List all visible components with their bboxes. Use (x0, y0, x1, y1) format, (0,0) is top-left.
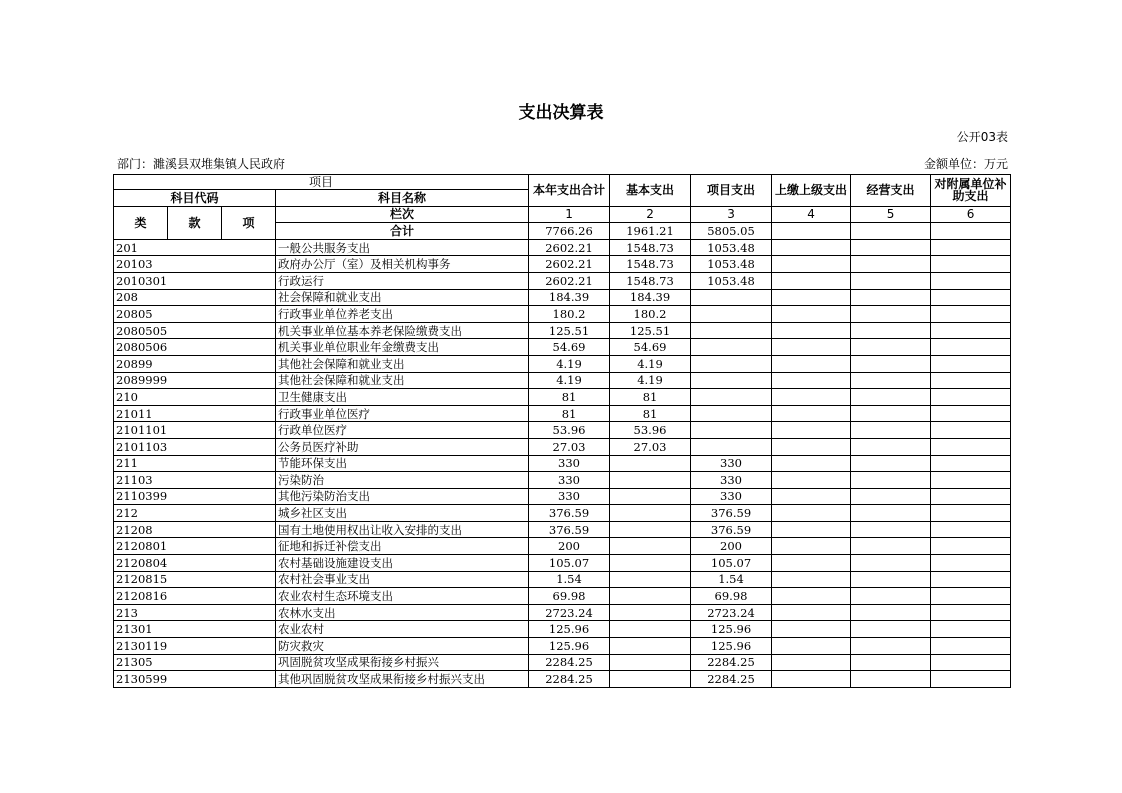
c3-cell: 69.98 (691, 588, 772, 605)
c2-cell (610, 472, 691, 489)
subject-code-cell: 20103 (114, 256, 276, 273)
c1-cell: 125.51 (529, 322, 610, 339)
c6-cell (931, 488, 1011, 505)
subject-code-cell: 2101103 (114, 438, 276, 455)
subject-code-cell: 21208 (114, 521, 276, 538)
c5-cell (851, 372, 931, 389)
c5-cell (851, 322, 931, 339)
subject-code-cell: 21305 (114, 654, 276, 671)
c5-cell (851, 272, 931, 289)
c5-cell (851, 438, 931, 455)
total-label: 合计 (276, 223, 529, 240)
table-row (114, 555, 1011, 572)
header-c6: 对附属单位补助支出 (931, 175, 1011, 207)
c3-cell: 330 (691, 488, 772, 505)
subject-code-cell: 2110399 (114, 488, 276, 505)
subject-name-cell: 一般公共服务支出 (276, 239, 529, 256)
c3-cell: 2284.25 (691, 671, 772, 688)
table-row (114, 638, 1011, 655)
c1-cell: 184.39 (529, 289, 610, 306)
c4-cell (772, 438, 851, 455)
c4-cell (772, 588, 851, 605)
c6-cell (931, 438, 1011, 455)
subject-name-cell: 城乡社区支出 (276, 505, 529, 522)
c1-cell: 2284.25 (529, 671, 610, 688)
c5-cell (851, 239, 931, 256)
subject-name-cell: 政府办公厅（室）及相关机构事务 (276, 256, 529, 273)
subject-name-cell: 巩固脱贫攻坚成果衔接乡村振兴 (276, 654, 529, 671)
table-row (114, 571, 1011, 588)
subject-code-cell: 2101101 (114, 422, 276, 439)
c6-cell (931, 322, 1011, 339)
header-c2: 基本支出 (610, 175, 691, 207)
c2-cell: 180.2 (610, 306, 691, 323)
c1-cell: 4.19 (529, 355, 610, 372)
c1-cell: 2602.21 (529, 239, 610, 256)
subject-code-cell: 208 (114, 289, 276, 306)
c6-cell (931, 289, 1011, 306)
subject-code-cell: 211 (114, 455, 276, 472)
c1-cell: 1.54 (529, 571, 610, 588)
c5-cell (851, 538, 931, 555)
subject-code-cell: 2130599 (114, 671, 276, 688)
c6-cell (931, 671, 1011, 688)
c6-cell (931, 405, 1011, 422)
c3-cell: 1.54 (691, 571, 772, 588)
c4-cell (772, 339, 851, 356)
total-c5 (851, 223, 931, 240)
c4-cell (772, 538, 851, 555)
subject-code-cell: 2130119 (114, 638, 276, 655)
c2-cell: 53.96 (610, 422, 691, 439)
subject-code-cell: 21103 (114, 472, 276, 489)
page-title: 支出决算表 (518, 103, 604, 123)
c1-cell: 4.19 (529, 372, 610, 389)
header-subject-code: 科目代码 (114, 190, 276, 207)
subject-name-cell: 行政事业单位养老支出 (276, 306, 529, 323)
c2-cell: 81 (610, 389, 691, 406)
table-row (114, 455, 1011, 472)
table-row (114, 604, 1011, 621)
c4-cell (772, 372, 851, 389)
table-row (114, 355, 1011, 372)
c3-cell: 125.96 (691, 638, 772, 655)
col-number-4: 4 (772, 206, 851, 223)
c6-cell (931, 472, 1011, 489)
c1-cell: 2602.21 (529, 256, 610, 273)
c2-cell (610, 538, 691, 555)
c3-cell: 1053.48 (691, 239, 772, 256)
c3-cell (691, 422, 772, 439)
subject-name-cell: 农村社会事业支出 (276, 571, 529, 588)
c5-cell (851, 505, 931, 522)
header-kuan: 款 (168, 206, 222, 239)
c5-cell (851, 488, 931, 505)
c1-cell: 2602.21 (529, 272, 610, 289)
c6-cell (931, 389, 1011, 406)
c1-cell: 330 (529, 488, 610, 505)
c1-cell: 200 (529, 538, 610, 555)
c5-cell (851, 604, 931, 621)
c2-cell (610, 638, 691, 655)
subject-name-cell: 农村基础设施建设支出 (276, 555, 529, 572)
c4-cell (772, 654, 851, 671)
subject-code-cell: 2010301 (114, 272, 276, 289)
table-row (114, 322, 1011, 339)
c2-cell: 54.69 (610, 339, 691, 356)
c1-cell: 69.98 (529, 588, 610, 605)
c2-cell (610, 588, 691, 605)
c1-cell: 27.03 (529, 438, 610, 455)
c5-cell (851, 588, 931, 605)
c6-cell (931, 638, 1011, 655)
c5-cell (851, 621, 931, 638)
c6-cell (931, 571, 1011, 588)
c6-cell (931, 588, 1011, 605)
c1-cell: 81 (529, 405, 610, 422)
subject-code-cell: 20899 (114, 355, 276, 372)
table-row (114, 256, 1011, 273)
form-code: 公开03表 (956, 130, 1008, 144)
c6-cell (931, 538, 1011, 555)
c3-cell: 105.07 (691, 555, 772, 572)
c2-cell (610, 621, 691, 638)
c1-cell: 2723.24 (529, 604, 610, 621)
c3-cell: 1053.48 (691, 256, 772, 273)
c6-cell (931, 339, 1011, 356)
header-item: 项目 (114, 175, 529, 190)
header-c3: 项目支出 (691, 175, 772, 207)
c2-cell (610, 488, 691, 505)
subject-code-cell: 21301 (114, 621, 276, 638)
c2-cell (610, 604, 691, 621)
table-row (114, 472, 1011, 489)
c3-cell: 2284.25 (691, 654, 772, 671)
c5-cell (851, 455, 931, 472)
c1-cell: 330 (529, 455, 610, 472)
c4-cell (772, 405, 851, 422)
c4-cell (772, 472, 851, 489)
subject-name-cell: 其他巩固脱贫攻坚成果衔接乡村振兴支出 (276, 671, 529, 688)
c1-cell: 125.96 (529, 621, 610, 638)
c4-cell (772, 488, 851, 505)
c2-cell: 1548.73 (610, 272, 691, 289)
c2-cell (610, 571, 691, 588)
c4-cell (772, 256, 851, 273)
c1-cell: 330 (529, 472, 610, 489)
c4-cell (772, 571, 851, 588)
c5-cell (851, 571, 931, 588)
department-label: 部门：濉溪县双堆集镇人民政府 (117, 157, 286, 171)
c6-cell (931, 256, 1011, 273)
header-c5: 经营支出 (851, 175, 931, 207)
c6-cell (931, 604, 1011, 621)
c4-cell (772, 389, 851, 406)
table-row (114, 306, 1011, 323)
c5-cell (851, 405, 931, 422)
c5-cell (851, 472, 931, 489)
c6-cell (931, 422, 1011, 439)
c3-cell: 376.59 (691, 505, 772, 522)
c2-cell (610, 505, 691, 522)
table-row (114, 272, 1011, 289)
c4-cell (772, 604, 851, 621)
c6-cell (931, 654, 1011, 671)
c3-cell: 2723.24 (691, 604, 772, 621)
table-row (114, 372, 1011, 389)
c5-cell (851, 256, 931, 273)
subject-name-cell: 其他污染防治支出 (276, 488, 529, 505)
c6-cell (931, 621, 1011, 638)
c3-cell (691, 405, 772, 422)
c4-cell (772, 272, 851, 289)
col-number-5: 5 (851, 206, 931, 223)
subject-code-cell: 2120816 (114, 588, 276, 605)
c3-cell (691, 339, 772, 356)
c1-cell: 376.59 (529, 505, 610, 522)
c1-cell: 54.69 (529, 339, 610, 356)
c2-cell: 27.03 (610, 438, 691, 455)
subject-name-cell: 污染防治 (276, 472, 529, 489)
col-number-2: 2 (610, 206, 691, 223)
c5-cell (851, 289, 931, 306)
subject-name-cell: 行政单位医疗 (276, 422, 529, 439)
c3-cell: 1053.48 (691, 272, 772, 289)
c5-cell (851, 306, 931, 323)
c3-cell (691, 289, 772, 306)
c6-cell (931, 239, 1011, 256)
c3-cell (691, 306, 772, 323)
c3-cell: 200 (691, 538, 772, 555)
subject-code-cell: 2080506 (114, 339, 276, 356)
header-subject-name: 科目名称 (276, 190, 529, 207)
c5-cell (851, 355, 931, 372)
expenditure-table (113, 174, 1011, 688)
table-row (114, 289, 1011, 306)
c1-cell: 376.59 (529, 521, 610, 538)
c1-cell: 81 (529, 389, 610, 406)
subject-code-cell: 2120815 (114, 571, 276, 588)
subject-name-cell: 社会保障和就业支出 (276, 289, 529, 306)
c3-cell (691, 438, 772, 455)
table-row (114, 654, 1011, 671)
table-row (114, 438, 1011, 455)
subject-code-cell: 2080505 (114, 322, 276, 339)
header-c4: 上缴上级支出 (772, 175, 851, 207)
c2-cell: 81 (610, 405, 691, 422)
subject-name-cell: 机关事业单位职业年金缴费支出 (276, 339, 529, 356)
subject-name-cell: 机关事业单位基本养老保险缴费支出 (276, 322, 529, 339)
c6-cell (931, 455, 1011, 472)
c4-cell (772, 239, 851, 256)
c6-cell (931, 306, 1011, 323)
header-c1: 本年支出合计 (529, 175, 610, 207)
c3-cell (691, 355, 772, 372)
c2-cell: 1548.73 (610, 256, 691, 273)
c3-cell: 125.96 (691, 621, 772, 638)
table-row (114, 671, 1011, 688)
c3-cell: 330 (691, 472, 772, 489)
header-xiang: 项 (222, 206, 276, 239)
c6-cell (931, 555, 1011, 572)
col-number-6: 6 (931, 206, 1011, 223)
c5-cell (851, 654, 931, 671)
c5-cell (851, 671, 931, 688)
c1-cell: 125.96 (529, 638, 610, 655)
c4-cell (772, 355, 851, 372)
c4-cell (772, 671, 851, 688)
header-lei: 类 (114, 206, 168, 239)
c4-cell (772, 555, 851, 572)
col-number-3: 3 (691, 206, 772, 223)
c2-cell (610, 654, 691, 671)
c2-cell: 125.51 (610, 322, 691, 339)
c3-cell (691, 372, 772, 389)
c3-cell (691, 322, 772, 339)
c4-cell (772, 621, 851, 638)
header-col-label: 栏次 (276, 206, 529, 223)
total-c6 (931, 223, 1011, 240)
c3-cell (691, 389, 772, 406)
c4-cell (772, 322, 851, 339)
c5-cell (851, 555, 931, 572)
c6-cell (931, 272, 1011, 289)
subject-name-cell: 其他社会保障和就业支出 (276, 355, 529, 372)
c2-cell: 4.19 (610, 372, 691, 389)
subject-name-cell: 行政事业单位医疗 (276, 405, 529, 422)
c2-cell: 4.19 (610, 355, 691, 372)
c2-cell (610, 455, 691, 472)
c4-cell (772, 306, 851, 323)
subject-name-cell: 防灾救灾 (276, 638, 529, 655)
subject-name-cell: 农业农村生态环境支出 (276, 588, 529, 605)
c3-cell: 376.59 (691, 521, 772, 538)
c5-cell (851, 638, 931, 655)
table-row (114, 621, 1011, 638)
c5-cell (851, 521, 931, 538)
subject-code-cell: 21011 (114, 405, 276, 422)
c1-cell: 53.96 (529, 422, 610, 439)
col-number-1: 1 (529, 206, 610, 223)
c2-cell (610, 521, 691, 538)
c1-cell: 105.07 (529, 555, 610, 572)
total-c1: 7766.26 (529, 223, 610, 240)
table-row (114, 521, 1011, 538)
c2-cell (610, 555, 691, 572)
subject-code-cell: 212 (114, 505, 276, 522)
subject-name-cell: 农业农村 (276, 621, 529, 638)
c5-cell (851, 339, 931, 356)
subject-name-cell: 农林水支出 (276, 604, 529, 621)
subject-code-cell: 2089999 (114, 372, 276, 389)
table-row (114, 405, 1011, 422)
table-row (114, 239, 1011, 256)
table-row (114, 505, 1011, 522)
c5-cell (851, 389, 931, 406)
c4-cell (772, 638, 851, 655)
unit-label: 金额单位：万元 (923, 157, 1008, 171)
c1-cell: 2284.25 (529, 654, 610, 671)
total-c4 (772, 223, 851, 240)
subject-name-cell: 节能环保支出 (276, 455, 529, 472)
c6-cell (931, 505, 1011, 522)
c6-cell (931, 372, 1011, 389)
total-c2: 1961.21 (610, 223, 691, 240)
subject-name-cell: 公务员医疗补助 (276, 438, 529, 455)
table-row (114, 538, 1011, 555)
table-row (114, 488, 1011, 505)
c2-cell: 1548.73 (610, 239, 691, 256)
subject-name-cell: 征地和拆迁补偿支出 (276, 538, 529, 555)
table-row (114, 389, 1011, 406)
subject-code-cell: 2120801 (114, 538, 276, 555)
c5-cell (851, 422, 931, 439)
subject-name-cell: 卫生健康支出 (276, 389, 529, 406)
c6-cell (931, 521, 1011, 538)
c1-cell: 180.2 (529, 306, 610, 323)
subject-code-cell: 20805 (114, 306, 276, 323)
subject-code-cell: 210 (114, 389, 276, 406)
c3-cell: 330 (691, 455, 772, 472)
c6-cell (931, 355, 1011, 372)
subject-code-cell: 2120804 (114, 555, 276, 572)
table-row (114, 588, 1011, 605)
c2-cell: 184.39 (610, 289, 691, 306)
subject-name-cell: 国有土地使用权出让收入安排的支出 (276, 521, 529, 538)
c4-cell (772, 521, 851, 538)
c4-cell (772, 289, 851, 306)
subject-name-cell: 其他社会保障和就业支出 (276, 372, 529, 389)
total-c3: 5805.05 (691, 223, 772, 240)
table-row (114, 422, 1011, 439)
subject-code-cell: 213 (114, 604, 276, 621)
subject-code-cell: 201 (114, 239, 276, 256)
c2-cell (610, 671, 691, 688)
subject-name-cell: 行政运行 (276, 272, 529, 289)
c4-cell (772, 422, 851, 439)
table-row (114, 339, 1011, 356)
c4-cell (772, 455, 851, 472)
c4-cell (772, 505, 851, 522)
